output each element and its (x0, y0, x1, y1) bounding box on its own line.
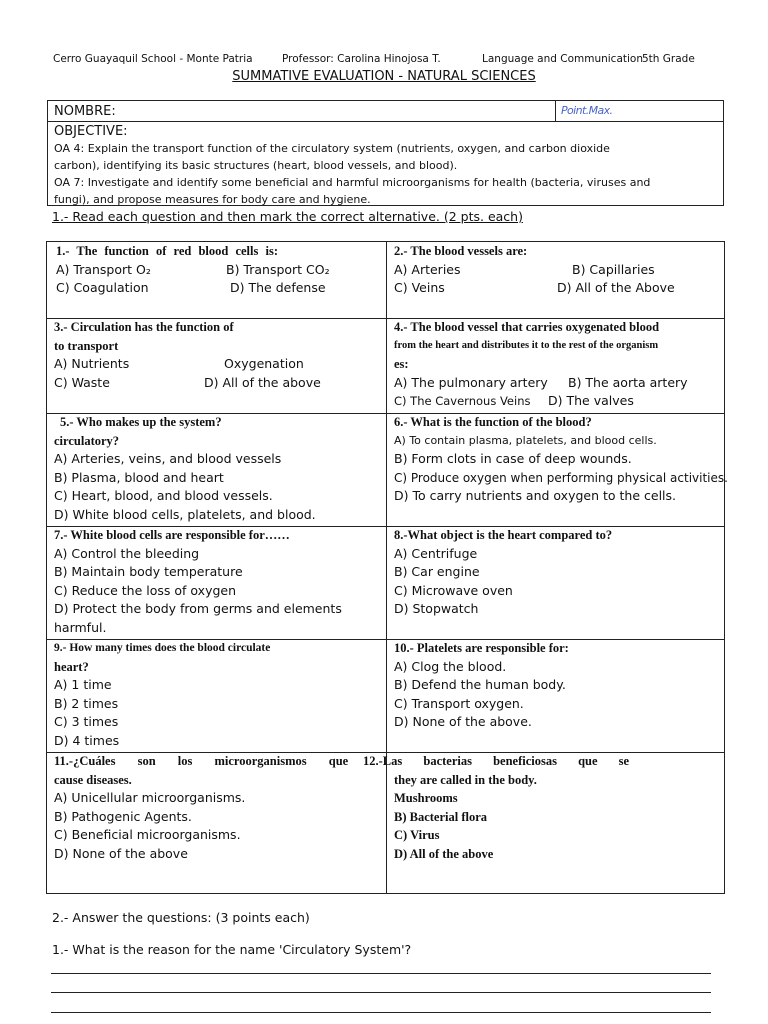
option-a[interactable]: A) To contain plasma, platelets, and blood cells. (394, 433, 657, 447)
option-c[interactable]: C) Reduce the loss of oxygen (54, 582, 237, 598)
option-a[interactable]: A) The pulmonary artery (394, 374, 548, 390)
professor-name: Professor: Carolina Hinojosa T. (282, 53, 441, 65)
option-d[interactable]: D) All of the above (204, 374, 321, 390)
question-text: cause diseases. (54, 772, 132, 787)
option-b[interactable]: B) Plasma, blood and heart (54, 469, 224, 485)
option-d[interactable]: D) The defense (230, 280, 326, 295)
question-text: they are called in the body. (394, 772, 537, 787)
option-a[interactable]: A) Unicellular microorganisms. (54, 790, 246, 805)
oa4-line-1: OA 4: Explain the transport function of the circulatory system (nutrients, oxygen, and carbon dioxide (54, 142, 610, 155)
option-c[interactable]: C) 3 times (54, 714, 119, 729)
question-text: heart? (54, 659, 89, 674)
subject-name: Language and Communication (482, 53, 644, 65)
option-a[interactable]: A) Clog the blood. (394, 658, 507, 674)
option-b[interactable]: B) Bacterial flora (394, 809, 488, 824)
question-7 (54, 526, 382, 637)
option-d[interactable]: D) None of the above. (394, 714, 532, 729)
section1-instruction: 1.- Read each question and then mark the correct alternative. (2 pts. each) (52, 209, 523, 224)
question-grid (46, 241, 728, 894)
question-2 (394, 242, 719, 298)
question-text: 12.-Las bacterias beneficiosas que se (363, 754, 630, 768)
question-12 (363, 752, 718, 863)
question-text: 11.-¿Cuáles son los microorganismos que (54, 754, 349, 768)
option-d[interactable]: D) To carry nutrients and oxygen to the cells. (394, 488, 677, 503)
option-b[interactable]: B) Pathogenic Agents. (54, 808, 192, 824)
option-a[interactable]: A) Transport O₂ (56, 261, 151, 277)
max-points-field[interactable]: Point.Max. (555, 101, 723, 121)
open-question-1: 1.- What is the reason for the name 'Circulatory System'? (52, 942, 412, 957)
question-8 (394, 526, 722, 619)
question-text: to transport (54, 338, 119, 353)
option-c[interactable]: C) Veins (394, 280, 445, 295)
question-text: es: (394, 357, 409, 371)
option-d[interactable]: D) Protect the body from germs and elements (54, 601, 342, 616)
question-text: 4.- The blood vessel that carries oxygenated blood (394, 320, 660, 334)
option-d[interactable]: D) None of the above (54, 845, 188, 861)
option-b[interactable]: B) Maintain body temperature (54, 564, 243, 579)
option-b[interactable]: Oxygenation (224, 356, 304, 371)
grade-label: 5th Grade (642, 53, 695, 65)
question-11 (54, 752, 382, 863)
option-d[interactable]: D) The valves (548, 393, 634, 408)
oa7-line-2: fungi), and propose measures for body care and hygiene. (54, 193, 371, 206)
question-text: 9.- How many times does the blood circulate (54, 642, 271, 654)
question-text: 10.- Platelets are responsible for: (394, 641, 569, 655)
option-c[interactable]: C) Waste (54, 374, 110, 390)
question-text: 5.- Who makes up the system? (60, 415, 222, 429)
objective-label: OBJECTIVE: (54, 124, 128, 139)
option-d[interactable]: D) All of the above (394, 846, 494, 861)
option-c[interactable]: C) Coagulation (56, 280, 149, 295)
question-6 (394, 413, 728, 506)
question-9 (54, 639, 382, 750)
question-5 (54, 413, 382, 524)
answer-line[interactable] (51, 1012, 711, 1013)
option-c[interactable]: C) The Cavernous Veins (394, 394, 531, 408)
option-c[interactable]: C) Transport oxygen. (394, 695, 524, 711)
option-b[interactable]: B) Capillaries (572, 261, 655, 277)
question-text: 7.- White blood cells are responsible for…… (54, 528, 290, 542)
option-b[interactable]: B) Defend the human body. (394, 677, 566, 692)
question-text: 2.- The blood vessels are: (394, 244, 528, 258)
school-name: Cerro Guayaquil School - Monte Patria (53, 53, 253, 65)
option-a[interactable]: A) Nutrients (54, 356, 130, 371)
option-d-continued: harmful. (54, 619, 107, 635)
question-text: 8.-What object is the heart compared to? (394, 528, 613, 542)
question-text: circulatory? (54, 433, 120, 448)
divider (48, 121, 723, 122)
option-d[interactable]: D) Stopwatch (394, 601, 479, 616)
option-b[interactable]: B) Form clots in case of deep wounds. (394, 451, 632, 466)
section2-instruction: 2.- Answer the questions: (3 points each) (52, 910, 310, 925)
option-d[interactable]: D) 4 times (54, 732, 120, 748)
option-a[interactable]: Mushrooms (394, 791, 458, 805)
option-b[interactable]: B) Car engine (394, 564, 480, 579)
question-10 (394, 639, 722, 732)
option-b[interactable]: B) The aorta artery (568, 374, 688, 390)
option-c[interactable]: C) Heart, blood, and blood vessels. (54, 488, 273, 503)
option-c[interactable]: C) Virus (394, 828, 440, 842)
option-b[interactable]: B) Transport CO₂ (226, 261, 330, 277)
option-c[interactable]: C) Beneficial microorganisms. (54, 827, 241, 842)
question-4 (394, 318, 722, 411)
answer-line[interactable] (51, 973, 711, 974)
question-1 (56, 242, 381, 298)
option-a[interactable]: A) 1 time (54, 677, 112, 692)
oa7-line-1: OA 7: Investigate and identify some beneficial and harmful microorganisms for health (bacteria, viruses and (54, 176, 651, 189)
question-text: 6.- What is the function of the blood? (394, 415, 592, 429)
oa4-line-2: carbon), identifying its basic structures (heart, blood vessels, and blood). (54, 159, 458, 172)
option-d[interactable]: D) All of the Above (557, 280, 675, 295)
question-text: 3.- Circulation has the function of (54, 320, 234, 334)
question-text: 1.- The function of red blood cells is: (56, 244, 278, 258)
option-b[interactable]: B) 2 times (54, 695, 119, 711)
student-info-box (47, 100, 724, 206)
answer-line[interactable] (51, 992, 711, 993)
option-a[interactable]: A) Centrifuge (394, 545, 478, 561)
option-c[interactable]: C) Produce oxygen when performing physical activities. (394, 470, 728, 485)
option-c[interactable]: C) Microwave oven (394, 582, 513, 598)
question-3 (54, 318, 379, 392)
question-text: from the heart and distributes it to the rest of the organism (394, 339, 659, 351)
name-label: NOMBRE: (54, 104, 116, 119)
option-a[interactable]: A) Control the bleeding (54, 545, 200, 561)
page-title: SUMMATIVE EVALUATION - NATURAL SCIENCES (232, 69, 536, 84)
option-a[interactable]: A) Arteries, veins, and blood vessels (54, 451, 282, 466)
option-a[interactable]: A) Arteries (394, 261, 461, 277)
option-d[interactable]: D) White blood cells, platelets, and blood. (54, 506, 316, 522)
